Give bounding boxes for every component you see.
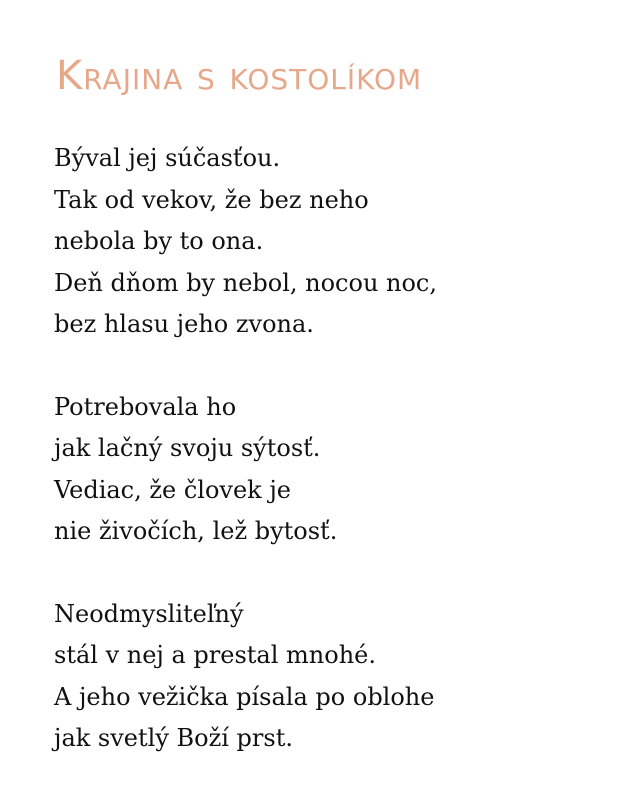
poem-line: Tak od vekov, že bez neho (54, 185, 369, 214)
poem-line: nebola by to ona. (54, 227, 264, 255)
poem-line: Býval jej súčasťou. (54, 144, 281, 172)
stanza-3 (54, 594, 614, 760)
poem-line: jak lačný svoju sýtosť. (54, 434, 321, 462)
stanza-2 (54, 387, 614, 553)
poem-line: nie živočích, lež bytosť. (54, 517, 338, 545)
poem-title: Krajina s kostolíkom (56, 53, 423, 99)
poem-body (54, 138, 614, 801)
poem-line: bez hlasu jeho zvona. (54, 310, 314, 338)
poem-line: Neodmysliteľný (54, 599, 244, 628)
poem-line: stál v nej a prestal mnohé. (54, 641, 376, 669)
stanza-1 (54, 138, 614, 346)
poem-line: Vediac, že človek je (54, 475, 291, 504)
poem-line: A jeho vežička písala po oblohe (54, 682, 435, 711)
poem-line: jak svetlý Boží prst. (54, 724, 293, 752)
poem-line: Deň dňom by nebol, nocou noc, (54, 268, 438, 297)
poem-line: Potrebovala ho (54, 392, 237, 421)
